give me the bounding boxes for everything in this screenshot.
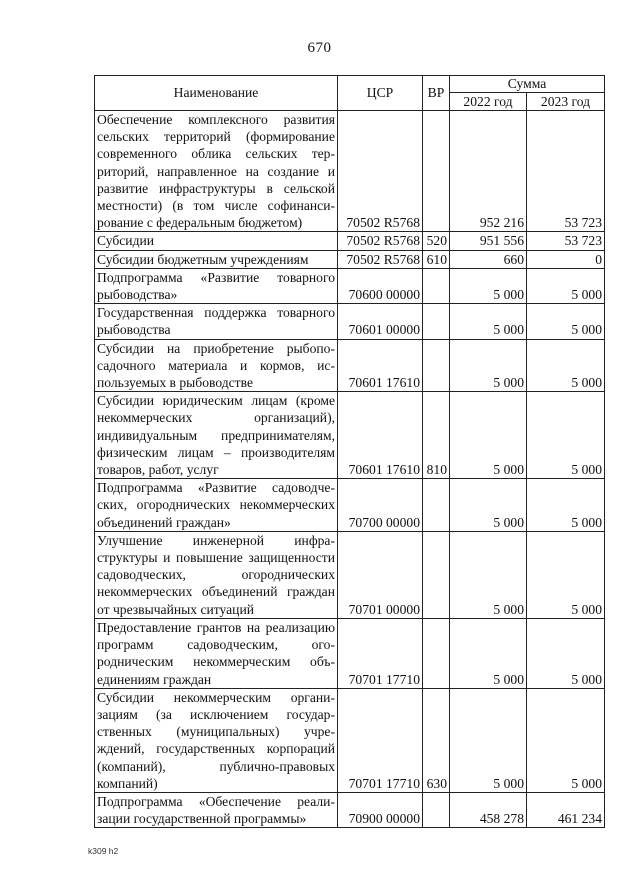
row-csr: 70502 R5768 <box>338 111 423 232</box>
row-sum-2022: 5 000 <box>450 339 527 392</box>
table-row <box>95 531 605 618</box>
row-sum-2022: 458 278 <box>450 792 527 827</box>
row-sum-2022: 660 <box>450 250 527 268</box>
row-name: Предоставление грантов на реализацию программ садоводческим, огородническим некоммерческим объединениям граждан <box>95 618 338 688</box>
row-sum-2023: 5 000 <box>527 304 605 339</box>
row-sum-2023: 5 000 <box>527 392 605 479</box>
header-year-2022: 2022 год <box>450 93 527 111</box>
row-csr: 70701 17710 <box>338 688 423 792</box>
row-vr <box>423 618 450 688</box>
table-row <box>95 111 605 232</box>
row-sum-2023: 53 723 <box>527 111 605 232</box>
row-sum-2023: 461 234 <box>527 792 605 827</box>
row-sum-2022: 5 000 <box>450 479 527 532</box>
table-row <box>95 250 605 268</box>
table-row <box>95 268 605 303</box>
table-row <box>95 339 605 392</box>
row-name: Обеспечение комплексного развития сельских территорий (формирование современного облика сельских территорий, направленное на создание и развитие инфраструктуры в сельской местности) (в том числе софинансирование с федеральным бюджетом) <box>95 111 338 232</box>
row-vr <box>423 792 450 827</box>
row-sum-2023: 5 000 <box>527 339 605 392</box>
row-name: Субсидии юридическим лицам (кроме некоммерческих организаций), индивидуальным предпринимателям, физическим лицам – производителям товаров, работ, услуг <box>95 392 338 479</box>
row-sum-2022: 5 000 <box>450 304 527 339</box>
row-name: Субсидии на приобретение рыбопосадочного материала и кормов, используемых в рыбоводстве <box>95 339 338 392</box>
row-sum-2022: 5 000 <box>450 688 527 792</box>
page-number: 670 <box>307 40 332 56</box>
table-row <box>95 792 605 827</box>
row-csr: 70701 00000 <box>338 531 423 618</box>
row-vr: 630 <box>423 688 450 792</box>
header-name: Наименование <box>95 76 338 111</box>
row-sum-2022: 952 216 <box>450 111 527 232</box>
row-name: Государственная поддержка товарного рыбоводства <box>95 304 338 339</box>
row-vr <box>423 339 450 392</box>
row-vr <box>423 111 450 232</box>
row-name: Субсидии бюджетным учреждениям <box>95 250 338 268</box>
row-name: Подпрограмма «Развитие садоводческих, огороднических некоммерческих объединений граждан» <box>95 479 338 532</box>
row-sum-2022: 951 556 <box>450 232 527 250</box>
header-csr: ЦСР <box>338 76 423 111</box>
row-name: Субсидии некоммерческим организациям (за исключением государственных (муниципальных) учреждений, государственных корпораций (компаний), публично-правовых компаний) <box>95 688 338 792</box>
row-csr: 70502 R5768 <box>338 250 423 268</box>
table-row <box>95 232 605 250</box>
table-row <box>95 392 605 479</box>
row-vr: 520 <box>423 232 450 250</box>
row-sum-2023: 0 <box>527 250 605 268</box>
row-sum-2023: 5 000 <box>527 618 605 688</box>
row-csr: 70502 R5768 <box>338 232 423 250</box>
row-sum-2023: 53 723 <box>527 232 605 250</box>
row-sum-2022: 5 000 <box>450 531 527 618</box>
table-row <box>95 688 605 792</box>
footer-code: k309 h2 <box>88 846 119 856</box>
header-year-2023: 2023 год <box>527 93 605 111</box>
header-sum: Сумма <box>450 76 605 93</box>
row-csr: 70600 00000 <box>338 268 423 303</box>
row-sum-2022: 5 000 <box>450 392 527 479</box>
table-row <box>95 479 605 532</box>
row-name: Субсидии <box>95 232 338 250</box>
row-csr: 70601 00000 <box>338 304 423 339</box>
table-row <box>95 618 605 688</box>
row-sum-2023: 5 000 <box>527 268 605 303</box>
row-vr <box>423 479 450 532</box>
row-vr: 610 <box>423 250 450 268</box>
row-csr: 70601 17610 <box>338 339 423 392</box>
row-sum-2022: 5 000 <box>450 618 527 688</box>
budget-table <box>94 75 605 828</box>
row-csr: 70701 17710 <box>338 618 423 688</box>
row-csr: 70700 00000 <box>338 479 423 532</box>
table-body <box>95 111 605 828</box>
row-name: Улучшение инженерной инфраструктуры и повышение защищенности садоводческих, огороднических некоммерческих объединений граждан от чрезвычайных ситуаций <box>95 531 338 618</box>
row-csr: 70601 17610 <box>338 392 423 479</box>
row-sum-2023: 5 000 <box>527 479 605 532</box>
row-csr: 70900 00000 <box>338 792 423 827</box>
row-name: Подпрограмма «Обеспечение реализации государственной программы» <box>95 792 338 827</box>
row-vr: 810 <box>423 392 450 479</box>
header-vr: ВР <box>423 76 450 111</box>
row-sum-2023: 5 000 <box>527 688 605 792</box>
table-row <box>95 304 605 339</box>
row-vr <box>423 304 450 339</box>
row-vr <box>423 268 450 303</box>
row-sum-2022: 5 000 <box>450 268 527 303</box>
row-sum-2023: 5 000 <box>527 531 605 618</box>
row-vr <box>423 531 450 618</box>
header-row <box>95 76 605 93</box>
row-name: Подпрограмма «Развитие товарного рыбоводства» <box>95 268 338 303</box>
